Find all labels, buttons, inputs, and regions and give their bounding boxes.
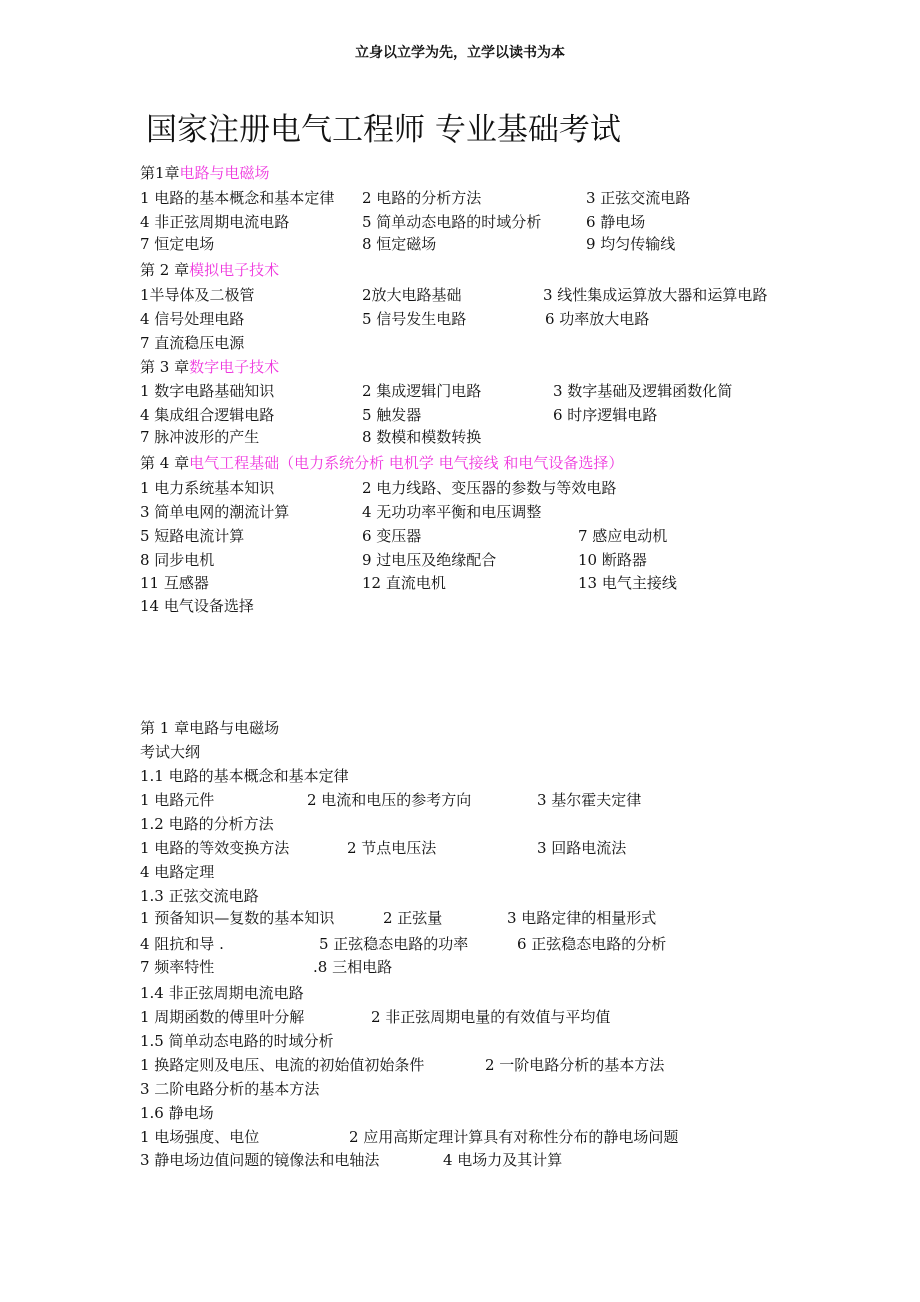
outline-item: 3 基尔霍夫定律 — [537, 791, 642, 809]
toc-item: 8 数模和模数转换 — [362, 428, 482, 446]
outline-item: 5 正弦稳态电路的功率 — [319, 935, 469, 953]
toc-item: 3 数字基础及逻辑函数化简 — [553, 382, 733, 400]
outline-item: 1 电路的等效变换方法 — [140, 839, 290, 857]
toc-item: 7 脉冲波形的产生 — [140, 428, 260, 446]
toc-item: 6 静电场 — [586, 213, 646, 231]
toc-item: 7 恒定电场 — [140, 235, 215, 253]
chapter-name: 模拟电子技术 — [189, 261, 280, 279]
outline-item: 1 电路元件 — [140, 791, 215, 809]
outline-item: 4 电路定理 — [140, 863, 215, 881]
toc-item: 10 断路器 — [578, 551, 647, 569]
chapter-prefix: 第 3 章 — [140, 358, 190, 376]
outline-item: 1 电场强度、电位 — [140, 1128, 260, 1146]
toc-item: 3 正弦交流电路 — [586, 189, 691, 207]
outline-item: 1 预备知识—复数的基本知识 — [140, 909, 335, 927]
toc-item: 3 线性集成运算放大器和运算电路 — [543, 286, 768, 304]
outline-item: 2 电流和电压的参考方向 — [307, 791, 472, 809]
chapter-prefix: 第1章 — [140, 164, 180, 182]
toc-item: 14 电气设备选择 — [140, 597, 254, 615]
toc-item: 2放大电路基础 — [362, 286, 462, 304]
outline-item: 3 回路电流法 — [537, 839, 627, 857]
toc-item: 8 恒定磁场 — [362, 235, 437, 253]
toc-item: 2 电路的分析方法 — [362, 189, 482, 207]
toc-item: 4 信号处理电路 — [140, 310, 245, 328]
toc-item: 3 简单电网的潮流计算 — [140, 503, 290, 521]
toc-item: 1半导体及二极管 — [140, 286, 255, 304]
section-heading: 1.2 电路的分析方法 — [140, 815, 274, 833]
section-heading: 1.6 静电场 — [140, 1104, 214, 1122]
outline-subtitle: 考试大纲 — [140, 743, 201, 761]
chapter-prefix: 第 4 章 — [140, 454, 190, 472]
outline-item: 1 周期函数的傅里叶分解 — [140, 1008, 305, 1026]
outline-item: 3 静电场边值问题的镜像法和电轴法 — [140, 1151, 380, 1169]
chapter-name: 电路与电磁场 — [179, 164, 270, 182]
outline-item: .8 三相电路 — [313, 958, 393, 976]
section-heading: 1.5 简单动态电路的时域分析 — [140, 1032, 334, 1050]
chapter-name: 数字电子技术 — [189, 358, 280, 376]
outline-chapter-title: 第 1 章电路与电磁场 — [140, 719, 280, 737]
toc-item: 13 电气主接线 — [578, 574, 677, 592]
toc-item: 4 非正弦周期电流电路 — [140, 213, 290, 231]
toc-item: 9 均匀传输线 — [586, 235, 676, 253]
outline-item: 1 换路定则及电压、电流的初始值初始条件 — [140, 1056, 425, 1074]
toc-chapter-4-heading — [140, 453, 623, 473]
toc-item: 1 电力系统基本知识 — [140, 479, 275, 497]
section-heading: 1.4 非正弦周期电流电路 — [140, 984, 304, 1002]
toc-item: 1 电路的基本概念和基本定律 — [140, 189, 335, 207]
toc-item: 8 同步电机 — [140, 551, 215, 569]
outline-item: 2 非正弦周期电量的有效值与平均值 — [371, 1008, 611, 1026]
toc-chapter-1-heading — [140, 163, 270, 183]
toc-item: 12 直流电机 — [362, 574, 446, 592]
outline-item: 2 正弦量 — [383, 909, 443, 927]
toc-item: 4 集成组合逻辑电路 — [140, 406, 275, 424]
toc-item: 4 无功功率平衡和电压调整 — [362, 503, 542, 521]
toc-item: 6 变压器 — [362, 527, 422, 545]
section-heading: 1.3 正弦交流电路 — [140, 887, 259, 905]
outline-item: 4 阻抗和导 . — [140, 935, 224, 953]
outline-item: 7 频率特性 — [140, 958, 215, 976]
outline-item: 2 应用高斯定理计算具有对称性分布的静电场问题 — [349, 1128, 679, 1146]
outline-item: 2 节点电压法 — [347, 839, 437, 857]
toc-item: 5 短路电流计算 — [140, 527, 245, 545]
toc-item: 5 信号发生电路 — [362, 310, 467, 328]
toc-item: 9 过电压及绝缘配合 — [362, 551, 497, 569]
toc-item: 7 直流稳压电源 — [140, 334, 245, 352]
toc-item: 2 电力线路、变压器的参数与等效电路 — [362, 479, 617, 497]
section-heading: 1.1 电路的基本概念和基本定律 — [140, 767, 349, 785]
outline-item: 3 电路定律的相量形式 — [507, 909, 657, 927]
toc-chapter-3-heading — [140, 357, 279, 377]
toc-item: 6 时序逻辑电路 — [553, 406, 658, 424]
page-header: 立身以立学为先，立学以读书为本 — [355, 45, 565, 61]
outline-item: 2 一阶电路分析的基本方法 — [485, 1056, 665, 1074]
toc-item: 5 简单动态电路的时域分析 — [362, 213, 542, 231]
toc-item: 11 互感器 — [140, 574, 209, 592]
document-title: 国家注册电气工程师 专业基础考试 — [146, 112, 621, 148]
outline-item: 6 正弦稳态电路的分析 — [517, 935, 667, 953]
toc-item: 6 功率放大电路 — [545, 310, 650, 328]
outline-item: 4 电场力及其计算 — [443, 1151, 563, 1169]
toc-item: 5 触发器 — [362, 406, 422, 424]
toc-chapter-2-heading — [140, 260, 279, 280]
toc-item: 7 感应电动机 — [578, 527, 668, 545]
outline-item: 3 二阶电路分析的基本方法 — [140, 1080, 320, 1098]
chapter-prefix: 第 2 章 — [140, 261, 190, 279]
toc-item: 2 集成逻辑门电路 — [362, 382, 482, 400]
chapter-name: 电气工程基础（电力系统分析 电机学 电气接线 和电气设备选择） — [189, 454, 624, 472]
toc-item: 1 数字电路基础知识 — [140, 382, 275, 400]
